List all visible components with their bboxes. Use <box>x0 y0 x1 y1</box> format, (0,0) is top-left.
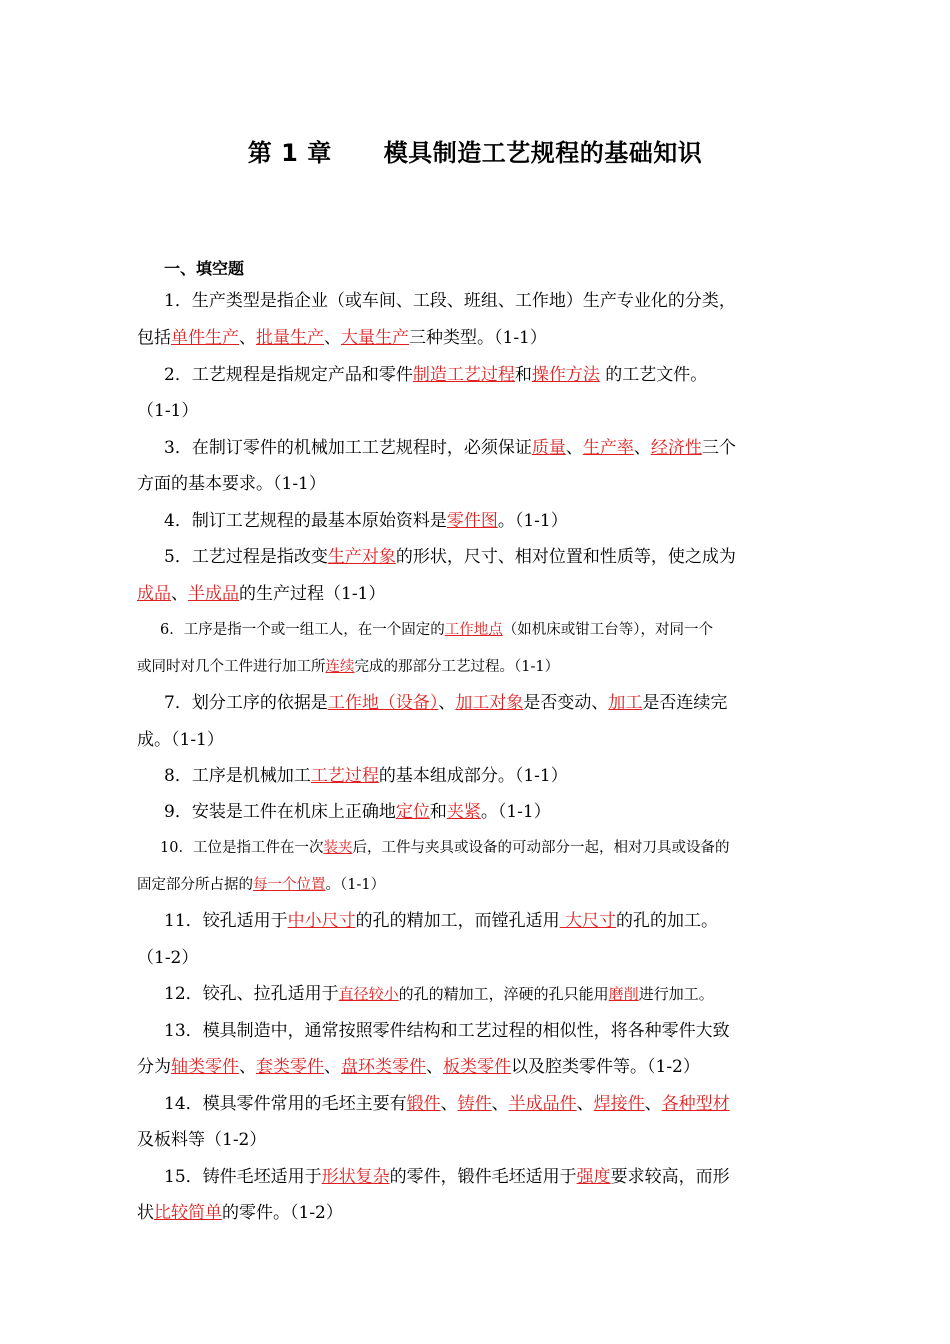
answer-blank: 成品 <box>137 584 171 604</box>
answer-blank: 加工对象 <box>455 693 524 713</box>
text-run: 。（1-1） <box>325 877 386 893</box>
text-run: 13．模具制造中，通常按照零件结构和工艺过程的相似性，将各种零件大致 <box>164 1021 730 1041</box>
text-run: 、 <box>426 1057 443 1077</box>
answer-blank: 连续 <box>325 659 355 675</box>
text-run: 固定部分所占据的 <box>137 877 253 893</box>
q6-line1 <box>160 618 713 642</box>
q6-line2 <box>137 655 559 679</box>
text-run: 三个 <box>701 438 736 458</box>
answer-blank: 定位 <box>395 802 430 822</box>
answer-blank: 直径较小 <box>338 985 399 1003</box>
text-run: 和 <box>429 802 447 822</box>
answer-blank: 形状复杂 <box>321 1167 390 1187</box>
chapter-title <box>0 133 950 168</box>
answer-blank: 焊接件 <box>593 1094 645 1114</box>
answer-blank: 零件图 <box>446 511 498 531</box>
text-run: 是否变动、 <box>523 693 609 713</box>
text-run: 或同时对几个工件进行加工所 <box>137 659 326 675</box>
text-run: 6．工序是指一个或一组工人，在一个固定的 <box>160 622 445 638</box>
q13-line1 <box>164 1019 730 1043</box>
q13-line2 <box>137 1055 700 1079</box>
answer-blank: 半成品 <box>188 584 239 604</box>
q8-line1 <box>164 764 568 788</box>
text-run: 的工艺文件。 <box>599 365 708 385</box>
text-run: 10．工位是指工件在一次 <box>160 840 324 856</box>
answer-blank: 单件生产 <box>171 328 239 348</box>
q15-line1 <box>164 1165 730 1189</box>
answer-blank: 工作地点 <box>444 622 503 638</box>
answer-blank: 轴类零件 <box>171 1057 239 1077</box>
text-run: 8．工序是机械加工 <box>164 766 311 786</box>
text-run: 1．生产类型是指企业（或车间、工段、班组、工作地）生产专业化的分类， <box>164 291 736 311</box>
q11-line1 <box>164 909 718 933</box>
text-run: 、 <box>239 1057 256 1077</box>
answer-blank: 每一个位置 <box>253 877 326 893</box>
text-run: 要求较高，而形 <box>610 1167 730 1187</box>
answer-blank: 夹紧 <box>446 802 481 822</box>
text-run: 完成的那部分工艺过程。（1-1） <box>354 659 560 675</box>
q1-line2 <box>137 326 547 350</box>
q10-line2 <box>137 873 385 897</box>
q2-line2 <box>137 399 198 423</box>
text-run: 9．安装是工件在机床上正确地 <box>164 802 396 822</box>
text-run: 的零件，锻件毛坯适用于 <box>389 1167 577 1187</box>
text-run: 方面的基本要求。（1-1） <box>137 474 326 494</box>
text-run: 。（1-1） <box>497 511 568 531</box>
q4-line1 <box>164 509 568 533</box>
text-run: 15．铸件毛坯适用于 <box>164 1167 322 1187</box>
text-run: 12．铰孔、拉孔适用于 <box>164 984 339 1004</box>
answer-blank: 大尺寸 <box>559 911 617 931</box>
text-run: 、 <box>324 1057 341 1077</box>
text-run: 的孔的精加工，而镗孔适用 <box>355 911 560 931</box>
q14-line1 <box>164 1092 730 1116</box>
text-run: 、 <box>576 1094 594 1114</box>
text-run: 是否连续完 <box>642 693 728 713</box>
text-run: 以及腔类零件等。（1-2） <box>511 1057 700 1077</box>
text-run: 进行加工。 <box>638 985 714 1003</box>
answer-blank: 磨削 <box>608 985 639 1003</box>
text-run: 包括 <box>137 328 171 348</box>
text-run: 、 <box>324 328 341 348</box>
text-run: 状 <box>137 1203 154 1223</box>
text-run: 成。（1-1） <box>137 730 224 750</box>
q9-line1 <box>164 800 551 824</box>
answer-blank: 经济性 <box>650 438 702 458</box>
answer-blank: 套类零件 <box>256 1057 324 1077</box>
text-run: （1-2） <box>137 948 199 968</box>
answer-blank: 生产对象 <box>327 547 396 567</box>
q12-line1 <box>164 982 714 1006</box>
q1-line1 <box>164 289 736 313</box>
q7-line2 <box>137 728 224 752</box>
answer-blank: 铸件 <box>457 1094 492 1114</box>
answer-blank: 操作方法 <box>531 365 600 385</box>
answer-blank: 中小尺寸 <box>287 911 356 931</box>
answer-blank: 装夹 <box>323 840 353 856</box>
text-run: 的孔的精加工，淬硬的孔只能用 <box>398 985 609 1003</box>
text-run: 及板料等（1-2） <box>137 1130 267 1150</box>
text-run: 11．铰孔适用于 <box>164 911 288 931</box>
text-run: 7．划分工序的依据是 <box>164 693 328 713</box>
text-run: 5．工艺过程是指改变 <box>164 547 328 567</box>
text-run: 。（1-1） <box>480 802 551 822</box>
text-run: 的基本组成部分。（1-1） <box>378 766 568 786</box>
section-heading: 一、填空题 <box>164 259 245 278</box>
q2-line1 <box>164 363 707 387</box>
text-run: 的形状，尺寸、相对位置和性质等，使之成为 <box>395 547 736 567</box>
text-run: 的孔的加工。 <box>616 911 719 931</box>
text-run: 、 <box>491 1094 509 1114</box>
text-run: 、 <box>171 584 188 604</box>
text-run: 的生产过程（1-1） <box>239 584 386 604</box>
text-run: 4．制订工艺规程的最基本原始资料是 <box>164 511 447 531</box>
answer-blank: 盘环类零件 <box>341 1057 426 1077</box>
q3-line2 <box>137 472 326 496</box>
text-run: 、 <box>633 438 651 458</box>
q15-line2 <box>137 1201 343 1225</box>
answer-blank: 工艺过程 <box>310 766 379 786</box>
chapter-name: 模具制造工艺规程的基础知识 <box>383 139 703 167</box>
answer-blank: 制造工艺过程 <box>412 365 515 385</box>
q7-line1 <box>164 691 727 715</box>
q5-line1 <box>164 545 736 569</box>
text-run: （1-1） <box>137 401 199 421</box>
answer-blank: 板类零件 <box>443 1057 511 1077</box>
text-run: 14．模具零件常用的毛坯主要有 <box>164 1094 407 1114</box>
answer-blank: 半成品件 <box>508 1094 577 1114</box>
q14-line2 <box>137 1128 266 1152</box>
text-run: （如机床或钳工台等），对同一个 <box>502 622 713 638</box>
answer-blank: 批量生产 <box>256 328 324 348</box>
q11-line2 <box>137 946 198 970</box>
answer-blank: 生产率 <box>582 438 634 458</box>
answer-blank: 加工 <box>608 693 643 713</box>
text-run: 后，工件与夹具或设备的可动部分一起，相对刀具或设备的 <box>352 840 730 856</box>
answer-blank: 质量 <box>531 438 566 458</box>
q3-line1 <box>164 436 736 460</box>
answer-blank: 大量生产 <box>341 328 409 348</box>
text-run: 的零件。（1-2） <box>222 1203 343 1223</box>
answer-blank: 工作地（设备） <box>327 693 439 713</box>
text-run: 、 <box>239 328 256 348</box>
text-run: 和 <box>514 365 532 385</box>
answer-blank: 各种型材 <box>661 1094 730 1114</box>
answer-blank: 锻件 <box>406 1094 441 1114</box>
text-run: 、 <box>565 438 583 458</box>
answer-blank: 强度 <box>576 1167 611 1187</box>
answer-blank: 比较简单 <box>154 1203 222 1223</box>
text-run: 分为 <box>137 1057 171 1077</box>
text-run: 三种类型。（1-1） <box>409 328 547 348</box>
q5-line2 <box>137 582 385 606</box>
text-run: 、 <box>438 693 456 713</box>
chapter-number: 第 1 章 <box>247 139 332 167</box>
text-run: 2．工艺规程是指规定产品和零件 <box>164 365 413 385</box>
text-run: 、 <box>440 1094 458 1114</box>
text-run: 、 <box>644 1094 662 1114</box>
q10-line1 <box>160 836 729 860</box>
text-run: 3．在制订零件的机械加工工艺规程时，必须保证 <box>164 438 532 458</box>
